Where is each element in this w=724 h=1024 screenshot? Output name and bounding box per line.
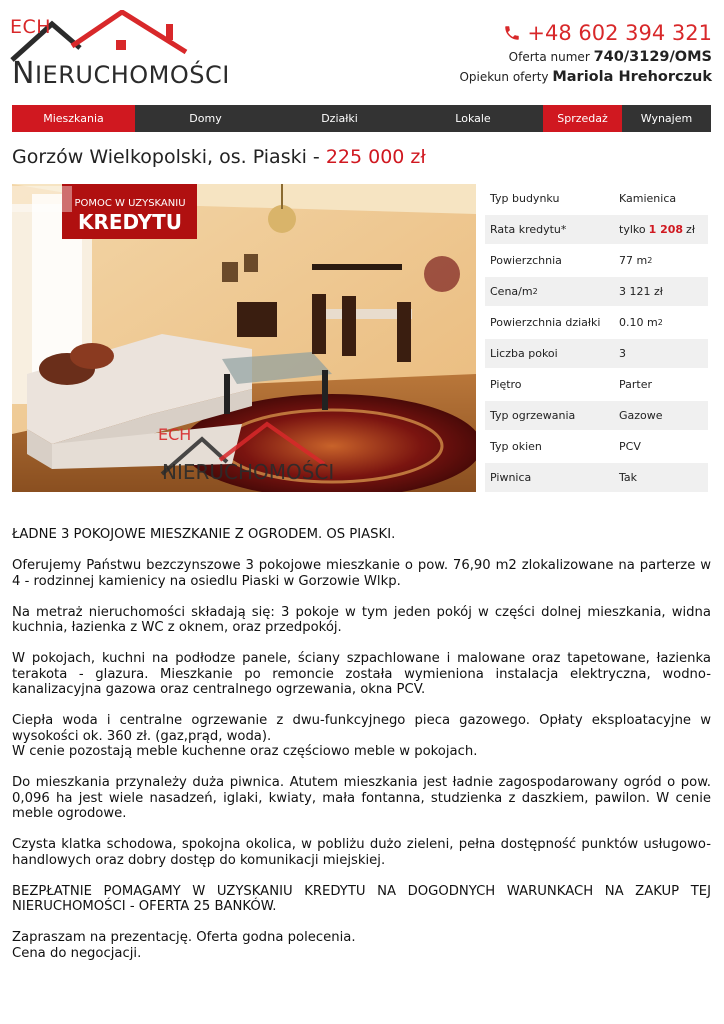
details-row <box>485 184 708 215</box>
detail-value: tylko 1 208 zł <box>614 215 708 244</box>
nav-item-domy[interactable]: Domy <box>189 112 222 125</box>
details-row <box>485 463 708 494</box>
description-paragraph: Na metraż nieruchomości składają się: 3 pokoje w tym jeden pokój w części dolnej mieszkania, widna kuchnia, łazienka z WC z oknem, oraz przedpokój. <box>12 604 711 635</box>
detail-value: 3 121 zł <box>614 277 708 306</box>
details-row <box>485 277 708 308</box>
listing-description <box>12 527 711 977</box>
photo-banner-line2: KREDYTU <box>77 210 183 234</box>
detail-value: Kamienica <box>614 184 708 213</box>
logo-name: NIERUCHOMOŚCI <box>12 56 230 91</box>
detail-label: Liczba pokoi <box>485 339 614 368</box>
nav-item-dzialki[interactable]: Działki <box>321 112 358 125</box>
detail-value: Gazowe <box>614 401 708 430</box>
nav-item-wynajem[interactable]: Wynajem <box>640 112 693 125</box>
details-row <box>485 215 708 246</box>
detail-label: Cena/m 2 <box>485 277 614 306</box>
description-paragraph: BEZPŁATNIE POMAGAMY W UZYSKANIU KREDYTU NA DOGODNYCH WARUNKACH NA ZAKUP TEJ NIERUCHOMOŚCI - OFERTA 25 BANKÓW. <box>12 883 711 914</box>
detail-label: Powierzchnia działki <box>485 308 614 337</box>
company-logo[interactable] <box>10 10 230 91</box>
description-paragraph: ŁADNE 3 POKOJOWE MIESZKANIE Z OGRODEM. OS PIASKI. <box>12 527 396 542</box>
offer-number: Oferta numer 740/3129/OMS <box>508 49 712 65</box>
phone-icon <box>503 24 521 42</box>
description-paragraph: Do mieszkania przynależy duża piwnica. Atutem mieszkania jest ładnie zagospodarowany ogród o pow. 0,096 ha jest wiele nasadzeń, iglaki, kwiaty, mała fontanna, studzienka z daszkiem, pawilon. W cenie meble ogrodowe. <box>12 775 711 821</box>
detail-value: 77 m 2 <box>614 246 708 275</box>
phone-number[interactable]: +48 602 394 321 <box>459 20 712 46</box>
description-paragraph: Zapraszam na prezentację. Oferta godna polecenia. Cena do negocjacji. <box>12 930 356 961</box>
detail-value: Parter <box>614 370 708 399</box>
detail-value: 0.10 m 2 <box>614 308 708 337</box>
detail-value: Tak <box>614 463 708 492</box>
contact-block <box>459 20 712 86</box>
nav-item-mieszkania[interactable]: Mieszkania <box>12 105 135 132</box>
detail-label: Piętro <box>485 370 614 399</box>
description-paragraph: Ciepła woda i centralne ogrzewanie z dwu-funkcyjnego pieca gazowego. Opłaty eksploatacyjne w wysokości ok. 360 zł. (gaz,prąd, woda). W cenie pozostają meble kuchenne oraz częściowo meble w pokojach. <box>12 713 711 759</box>
description-paragraph: Oferujemy Państwu bezczynszowe 3 pokojowe mieszkanie o pow. 76,90 m2 zlokalizowane na parterze w 4 - rodzinnej kamienicy na osiedlu Piaski w Gorzowie Wlkp. <box>12 558 711 589</box>
nav-item-lokale[interactable]: Lokale <box>455 112 491 125</box>
listing-title <box>12 146 426 168</box>
details-table <box>485 184 708 494</box>
main-nav <box>12 105 711 132</box>
detail-label: Typ ogrzewania <box>485 401 614 430</box>
detail-value: 3 <box>614 339 708 368</box>
logo-prefix: ECH <box>10 16 52 38</box>
details-row <box>485 246 708 277</box>
details-row <box>485 339 708 370</box>
description-paragraph: Czysta klatka schodowa, spokojna okolica, w pobliżu dużo zieleni, pełna dostępność punktów usługowo-handlowych oraz dobry dostęp do komunikacji miejskiej. <box>12 837 711 868</box>
detail-label: Powierzchnia <box>485 246 614 275</box>
detail-label: Piwnica <box>485 463 614 492</box>
watermark-name: NIERUCHOMOŚCI <box>162 460 335 484</box>
detail-label: Typ okien <box>485 432 614 461</box>
offer-agent: Opiekun oferty Mariola Hrehorczuk <box>459 69 712 85</box>
details-row <box>485 401 708 432</box>
listing-location: Gorzów Wielkopolski, os. Piaski - <box>12 146 326 168</box>
details-row <box>485 308 708 339</box>
nav-item-sprzedaz[interactable]: Sprzedaż <box>543 105 622 132</box>
detail-label: Rata kredytu* <box>485 215 614 244</box>
listing-price: 225 000 zł <box>325 146 426 168</box>
details-row <box>485 370 708 401</box>
watermark-prefix: ECH <box>158 425 192 444</box>
description-paragraph: W pokojach, kuchni na podłodze panele, ściany szpachlowane i malowane oraz tapetowane, łazienka terakota - glazura. Mieszkanie po remoncie została wymieniona instalacja elektryczna, wodno-kanalizacyjna gazowa oraz centralnego ogrzewania, okna PCV. <box>12 651 711 697</box>
photo-banner-line1: POMOC W UZYSKANIU <box>74 198 186 209</box>
listing-photo[interactable] <box>12 184 476 492</box>
room-photo-image <box>12 184 476 492</box>
details-row <box>485 432 708 463</box>
detail-value: PCV <box>614 432 708 461</box>
detail-label: Typ budynku <box>485 184 614 213</box>
